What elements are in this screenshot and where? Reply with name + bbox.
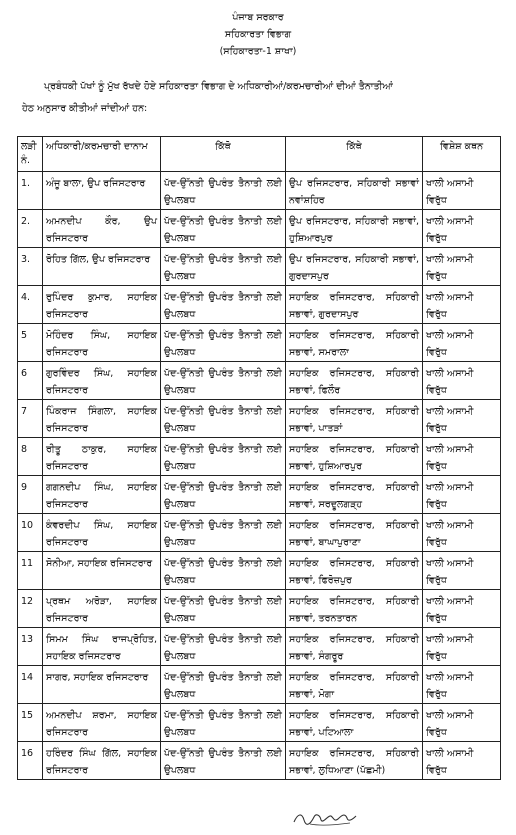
cell-from: ਪੱਦ-ਉੱਨਤੀ ਉਪਰੰਤ ਤੈਨਾਤੀ ਲਈ ਉਪਲਬਧ xyxy=(161,210,286,248)
cell-remark: ਖਾਲੀ ਅਸਾਮੀ ਵਿਰੁੱਧ xyxy=(423,628,501,666)
cell-from: ਪੱਦ-ਉੱਨਤੀ ਉਪਰੰਤ ਤੈਨਾਤੀ ਲਈ ਉਪਲਬਧ xyxy=(161,286,286,324)
cell-remark: ਖਾਲੀ ਅਸਾਮੀ ਵਿਰੁੱਧ xyxy=(423,514,501,552)
table-row xyxy=(18,248,501,286)
cell-from: ਪੱਦ-ਉੱਨਤੀ ਉਪਰੰਤ ਤੈਨਾਤੀ ਲਈ ਉਪਲਬਧ xyxy=(161,362,286,400)
cell-serial: 2. xyxy=(18,210,43,248)
cell-serial: 5 xyxy=(18,324,43,362)
header-from: ਕਿੱਥੋ xyxy=(161,137,286,172)
cell-name: ਰੋਹਿਤ ਗਿੱਲ, ਉਪ ਰਜਿਸਟਰਾਰ xyxy=(43,248,161,286)
cell-remark: ਖਾਲੀ ਅਸਾਮੀ ਵਿਰੁੱਧ xyxy=(423,666,501,704)
cell-remark: ਖਾਲੀ ਅਸਾਮੀ ਵਿਰੁੱਧ xyxy=(423,324,501,362)
cell-name: ਰੀਤੂ ਠਾਕੁਰ, ਸਹਾਇਕ ਰਜਿਸਟਰਾਰ xyxy=(43,438,161,476)
intro-line-2: ਹੇਠ ਅਨੁਸਾਰ ਕੀਤੀਆਂ ਜਾਂਦੀਆਂ ਹਨ: xyxy=(22,103,148,114)
cell-serial: 11 xyxy=(18,552,43,590)
table-row xyxy=(18,514,501,552)
cell-serial: 7 xyxy=(18,400,43,438)
cell-serial: 8 xyxy=(18,438,43,476)
cell-name: ਕੰਵਰਦੀਪ ਸਿੰਘ, ਸਹਾਇਕ ਰਜਿਸਟਰਾਰ xyxy=(43,514,161,552)
cell-from: ਪੱਦ-ਉੱਨਤੀ ਉਪਰੰਤ ਤੈਨਾਤੀ ਲਈ ਉਪਲਬਧ xyxy=(161,704,286,742)
cell-serial: 1. xyxy=(18,172,43,210)
cell-name: ਸੋਨੀਆ, ਸਹਾਇਕ ਰਜਿਸਟਰਾਰ xyxy=(43,552,161,590)
table-row xyxy=(18,628,501,666)
cell-name: ਗਗਨਦੀਪ ਸਿੰਘ, ਸਹਾਇਕ ਰਜਿਸਟਰਾਰ xyxy=(43,476,161,514)
table-row xyxy=(18,438,501,476)
cell-serial: 6 xyxy=(18,362,43,400)
cell-to: ਸਹਾਇਕ ਰਜਿਸਟਰਾਰ, ਸਹਿਕਾਰੀ ਸਭਾਵਾਂ, ਸੰਗਰੂਰ xyxy=(286,628,423,666)
table-row xyxy=(18,742,501,780)
header-to: ਕਿੱਥੇ xyxy=(286,137,423,172)
cell-to: ਉਪ ਰਜਿਸਟਰਾਰ, ਸਹਿਕਾਰੀ ਸਭਾਵਾਂ, ਹੁਸ਼ਿਆਰਪੁਰ xyxy=(286,210,423,248)
cell-to: ਸਹਾਇਕ ਰਜਿਸਟਰਾਰ, ਸਹਿਕਾਰੀ ਸਭਾਵਾਂ, ਸਮਰਾਲਾ xyxy=(286,324,423,362)
cell-from: ਪੱਦ-ਉੱਨਤੀ ਉਪਰੰਤ ਤੈਨਾਤੀ ਲਈ ਉਪਲਬਧ xyxy=(161,248,286,286)
cell-from: ਪੱਦ-ਉੱਨਤੀ ਉਪਰੰਤ ਤੈਨਾਤੀ ਲਈ ਉਪਲਬਧ xyxy=(161,590,286,628)
header-government: ਪੰਜਾਬ ਸਰਕਾਰ xyxy=(232,12,284,23)
table-row xyxy=(18,210,501,248)
table-row xyxy=(18,704,501,742)
cell-to: ਸਹਾਇਕ ਰਜਿਸਟਰਾਰ, ਸਹਿਕਾਰੀ ਸਭਾਵਾਂ, ਪਟਿਆਲਾ xyxy=(286,704,423,742)
cell-to: ਉਪ ਰਜਿਸਟਰਾਰ, ਸਹਿਕਾਰੀ ਸਭਾਵਾਂ, ਗੁਰਦਾਸਪੁਰ xyxy=(286,248,423,286)
table-row xyxy=(18,666,501,704)
postings-table xyxy=(17,136,501,780)
cell-to: ਸਹਾਇਕ ਰਜਿਸਟਰਾਰ, ਸਹਿਕਾਰੀ ਸਭਾਵਾਂ, ਸਰਦੂਲਗੜ੍ਹ xyxy=(286,476,423,514)
cell-name: ਹਰਿੰਦਰ ਸਿੰਘ ਗਿੱਲ, ਸਹਾਇਕ ਰਜਿਸਟਰਾਰ xyxy=(43,742,161,780)
cell-to: ਉਪ ਰਜਿਸਟਰਾਰ, ਸਹਿਕਾਰੀ ਸਭਾਵਾਂ ਨਵਾਂਸ਼ਹਿਰ xyxy=(286,172,423,210)
cell-name: ਪ੍ਰਥਮ ਅਰੋੜਾ, ਸਹਾਇਕ ਰਜਿਸਟਰਾਰ xyxy=(43,590,161,628)
signature-mark xyxy=(290,807,360,829)
cell-to: ਸਹਾਇਕ ਰਜਿਸਟਰਾਰ, ਸਹਿਕਾਰੀ ਸਭਾਵਾਂ, ਹੁਸ਼ਿਆਰਪੁਰ xyxy=(286,438,423,476)
cell-serial: 16 xyxy=(18,742,43,780)
cell-serial: 3. xyxy=(18,248,43,286)
cell-serial: 4. xyxy=(18,286,43,324)
cell-from: ਪੱਦ-ਉੱਨਤੀ ਉਪਰੰਤ ਤੈਨਾਤੀ ਲਈ ਉਪਲਬਧ xyxy=(161,552,286,590)
cell-serial: 13 xyxy=(18,628,43,666)
cell-name: ਸਾਗਰ, ਸਹਾਇਕ ਰਜਿਸਟਰਾਰ xyxy=(43,666,161,704)
cell-name: ਸਿਮਮ ਸਿੰਘ ਰਾਜਪ੍ਰੋਹਿਤ, ਸਹਾਇਕ ਰਜਿਸਟਰਾਰ xyxy=(43,628,161,666)
header-name: ਅਧਿਕਾਰੀ/ਕਰਮਚਾਰੀ ਦਾਨਾਮ xyxy=(43,137,161,172)
cell-remark: ਖਾਲੀ ਅਸਾਮੀ ਵਿਰੁੱਧ xyxy=(423,286,501,324)
cell-serial: 9 xyxy=(18,476,43,514)
cell-to: ਸਹਾਇਕ ਰਜਿਸਟਰਾਰ, ਸਹਿਕਾਰੀ ਸਭਾਵਾਂ, ਫਿਲੌਰ xyxy=(286,362,423,400)
cell-name: ਅਮਨਦੀਪ ਸ਼ਰਮਾ, ਸਹਾਇਕ ਰਜਿਸਟਰਾਰ xyxy=(43,704,161,742)
cell-to: ਸਹਾਇਕ ਰਜਿਸਟਰਾਰ, ਸਹਿਕਾਰੀ ਸਭਾਵਾਂ, ਗੁਰਦਾਸਪੁਰ xyxy=(286,286,423,324)
header-department: ਸਹਿਕਾਰਤਾ ਵਿਭਾਗ xyxy=(224,29,292,40)
cell-from: ਪੱਦ-ਉੱਨਤੀ ਉਪਰੰਤ ਤੈਨਾਤੀ ਲਈ ਉਪਲਬਧ xyxy=(161,742,286,780)
cell-remark: ਖਾਲੀ ਅਸਾਮੀ ਵਿਰੁੱਧ xyxy=(423,400,501,438)
cell-from: ਪੱਦ-ਉੱਨਤੀ ਉਪਰੰਤ ਤੈਨਾਤੀ ਲਈ ਉਪਲਬਧ xyxy=(161,324,286,362)
cell-from: ਪੱਦ-ਉੱਨਤੀ ਉਪਰੰਤ ਤੈਨਾਤੀ ਲਈ ਉਪਲਬਧ xyxy=(161,514,286,552)
cell-from: ਪੱਦ-ਉੱਨਤੀ ਉਪਰੰਤ ਤੈਨਾਤੀ ਲਈ ਉਪਲਬਧ xyxy=(161,628,286,666)
cell-name: ਪਿੰਕਰਾਜ ਸਿੰਗਲਾ, ਸਹਾਇਕ ਰਜਿਸਟਰਾਰ xyxy=(43,400,161,438)
header-branch: (ਸਹਿਕਾਰਤਾ-1 ਸ਼ਾਖਾ) xyxy=(219,46,297,57)
cell-from: ਪੱਦ-ਉੱਨਤੀ ਉਪਰੰਤ ਤੈਨਾਤੀ ਲਈ ਉਪਲਬਧ xyxy=(161,172,286,210)
cell-remark: ਖਾਲੀ ਅਸਾਮੀ ਵਿਰੁੱਧ xyxy=(423,590,501,628)
cell-remark: ਖਾਲੀ ਅਸਾਮੀ ਵਿਰੁੱਧ xyxy=(423,210,501,248)
cell-remark: ਖਾਲੀ ਅਸਾਮੀ ਵਿਰੁੱਧ xyxy=(423,172,501,210)
cell-from: ਪੱਦ-ਉੱਨਤੀ ਉਪਰੰਤ ਤੈਨਾਤੀ ਲਈ ਉਪਲਬਧ xyxy=(161,666,286,704)
cell-serial: 10 xyxy=(18,514,43,552)
cell-remark: ਖਾਲੀ ਅਸਾਮੀ ਵਿਰੁੱਧ xyxy=(423,476,501,514)
cell-from: ਪੱਦ-ਉੱਨਤੀ ਉਪਰੰਤ ਤੈਨਾਤੀ ਲਈ ਉਪਲਬਧ xyxy=(161,476,286,514)
cell-to: ਸਹਾਇਕ ਰਜਿਸਟਰਾਰ, ਸਹਿਕਾਰੀ ਸਭਾਵਾਂ, ਮੋਗਾ xyxy=(286,666,423,704)
cell-remark: ਖਾਲੀ ਅਸਾਮੀ ਵਿਰੁੱਧ xyxy=(423,362,501,400)
cell-from: ਪੱਦ-ਉੱਨਤੀ ਉਪਰੰਤ ਤੈਨਾਤੀ ਲਈ ਉਪਲਬਧ xyxy=(161,438,286,476)
cell-remark: ਖਾਲੀ ਅਸਾਮੀ ਵਿਰੁੱਧ xyxy=(423,742,501,780)
cell-from: ਪੱਦ-ਉੱਨਤੀ ਉਪਰੰਤ ਤੈਨਾਤੀ ਲਈ ਉਪਲਬਧ xyxy=(161,400,286,438)
cell-serial: 15 xyxy=(18,704,43,742)
table-row xyxy=(18,362,501,400)
cell-name: ਅਮਨਦੀਪ ਕੌਰ, ਉਪ ਰਜਿਸਟਰਾਰ xyxy=(43,210,161,248)
cell-serial: 12 xyxy=(18,590,43,628)
table-row xyxy=(18,324,501,362)
cell-to: ਸਹਾਇਕ ਰਜਿਸਟਰਾਰ, ਸਹਿਕਾਰੀ ਸਭਾਵਾਂ, ਤਰਨਤਾਰਨ xyxy=(286,590,423,628)
table-row xyxy=(18,400,501,438)
cell-to: ਸਹਾਇਕ ਰਜਿਸਟਰਾਰ, ਸਹਿਕਾਰੀ ਸਭਾਵਾਂ, ਬਾਘਾਪੁਰਾਣਾ xyxy=(286,514,423,552)
cell-name: ਮੋਹਿੰਦਰ ਸਿੰਘ, ਸਹਾਇਕ ਰਜਿਸਟਰਾਰ xyxy=(43,324,161,362)
cell-to: ਸਹਾਇਕ ਰਜਿਸਟਰਾਰ, ਸਹਿਕਾਰੀ ਸਭਾਵਾਂ, ਫਿਰੋਜ਼ਪੁਰ xyxy=(286,552,423,590)
table-row xyxy=(18,552,501,590)
table-header-row xyxy=(18,137,501,172)
intro-line-1: ਪ੍ਰਬੰਧਕੀ ਪੱਖਾਂ ਨੂੰ ਮੁੱਖ ਰੱਖਦੇ ਹੋਏ ਸਹਿਕਾਰਤਾ ਵਿਭਾਗ ਦੇ ਅਧਿਕਾਰੀਆਂ/ਕਰਮਚਾਰੀਆਂ ਦੀਆਂ ਤੈਨਾਤੀਆਂ xyxy=(44,81,393,92)
cell-name: ਗੁਰਵਿੰਦਰ ਸਿੰਘ, ਸਹਾਇਕ ਰਜਿਸਟਰਾਰ xyxy=(43,362,161,400)
table-row xyxy=(18,286,501,324)
cell-to: ਸਹਾਇਕ ਰਜਿਸਟਰਾਰ, ਸਹਿਕਾਰੀ ਸਭਾਵਾਂ, ਪਾਤੜਾਂ xyxy=(286,400,423,438)
header-serial: ਲੜੀ ਨੰ. xyxy=(18,137,43,172)
cell-name: ਅੰਜੂ ਬਾਲਾ, ਉਪ ਰਜਿਸਟਰਾਰ xyxy=(43,172,161,210)
table-row xyxy=(18,476,501,514)
cell-remark: ਖਾਲੀ ਅਸਾਮੀ ਵਿਰੁੱਧ xyxy=(423,248,501,286)
table-row xyxy=(18,172,501,210)
cell-name: ਰੁਪਿੰਦਰ ਕੁਮਾਰ, ਸਹਾਇਕ ਰਜਿਸਟਰਾਰ xyxy=(43,286,161,324)
cell-serial: 14 xyxy=(18,666,43,704)
cell-remark: ਖਾਲੀ ਅਸਾਮੀ ਵਿਰੁੱਧ xyxy=(423,552,501,590)
header-remarks: ਵਿਸ਼ੇਸ਼ ਕਥਨ xyxy=(423,137,501,172)
cell-to: ਸਹਾਇਕ ਰਜਿਸਟਰਾਰ, ਸਹਿਕਾਰੀ ਸਭਾਵਾਂ, ਲੁਧਿਆਣਾ (ਪੱਛਮੀ) xyxy=(286,742,423,780)
cell-remark: ਖਾਲੀ ਅਸਾਮੀ ਵਿਰੁੱਧ xyxy=(423,704,501,742)
table-row xyxy=(18,590,501,628)
cell-remark: ਖਾਲੀ ਅਸਾਮੀ ਵਿਰੁੱਧ xyxy=(423,438,501,476)
